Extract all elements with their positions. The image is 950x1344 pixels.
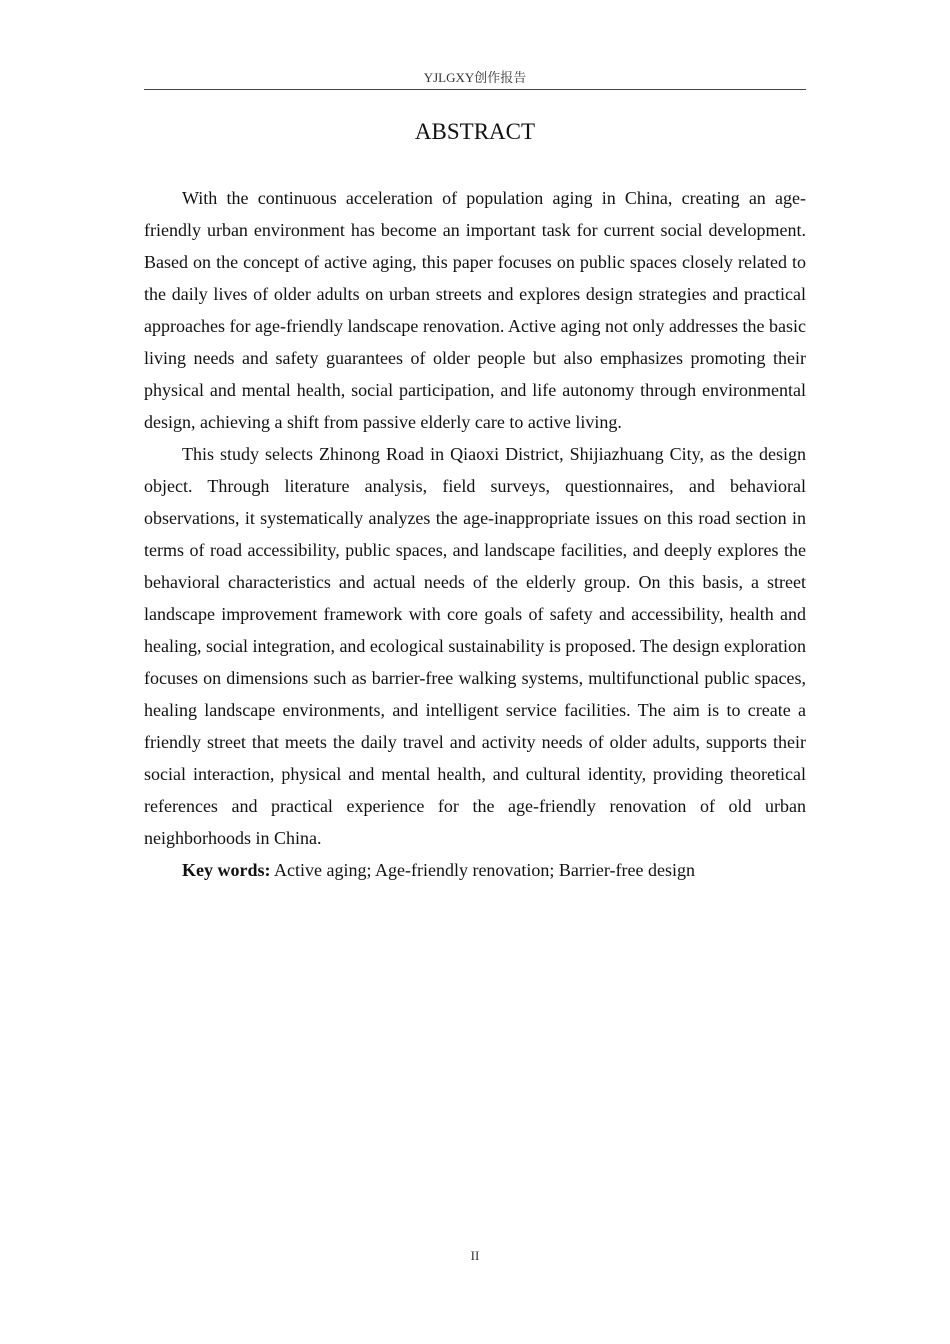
running-header: YJLGXY创作报告	[423, 70, 527, 85]
abstract-title: ABSTRACT	[414, 119, 536, 144]
header-rule	[144, 89, 806, 90]
keywords-line	[144, 854, 806, 886]
abstract-paragraph-1: With the continuous acceleration of population aging in China, creating an age-friendly urban environment has become an important task for current social development. Based on the concept of active aging, this paper focuses on public spaces closely related to the daily lives of older adults on urban streets and explores design strategies and practical approaches for age-friendly landscape renovation. Active aging not only addresses the basic living needs and safety guarantees of older people but also emphasizes promoting their physical and mental health, social participation, and life autonomy through environmental design, achieving a shift from passive elderly care to active living.	[144, 188, 806, 432]
keywords-label: Key words:	[182, 860, 271, 880]
keywords-text: Active aging; Age-friendly renovation; Barrier-free design	[270, 860, 695, 880]
abstract-body	[144, 182, 806, 886]
abstract-paragraph-2: This study selects Zhinong Road in Qiaoxi District, Shijiazhuang City, as the design object. Through literature analysis, field surveys, questionnaires, and behavioral observations, it systematically analyzes the age-inappropriate issues on this road section in terms of road accessibility, public spaces, and landscape facilities, and deeply explores the behavioral characteristics and actual needs of the elderly group. On this basis, a street landscape improvement framework with core goals of safety and accessibility, health and healing, social integration, and ecological sustainability is proposed. The design exploration focuses on dimensions such as barrier-free walking systems, multifunctional public spaces, healing landscape environments, and intelligent service facilities. The aim is to create a friendly street that meets the daily travel and activity needs of older adults, supports their social interaction, physical and mental health, and cultural identity, providing theoretical references and practical experience for the age-friendly renovation of old urban neighborhoods in China.	[144, 444, 807, 848]
page-number: II	[470, 1248, 480, 1263]
